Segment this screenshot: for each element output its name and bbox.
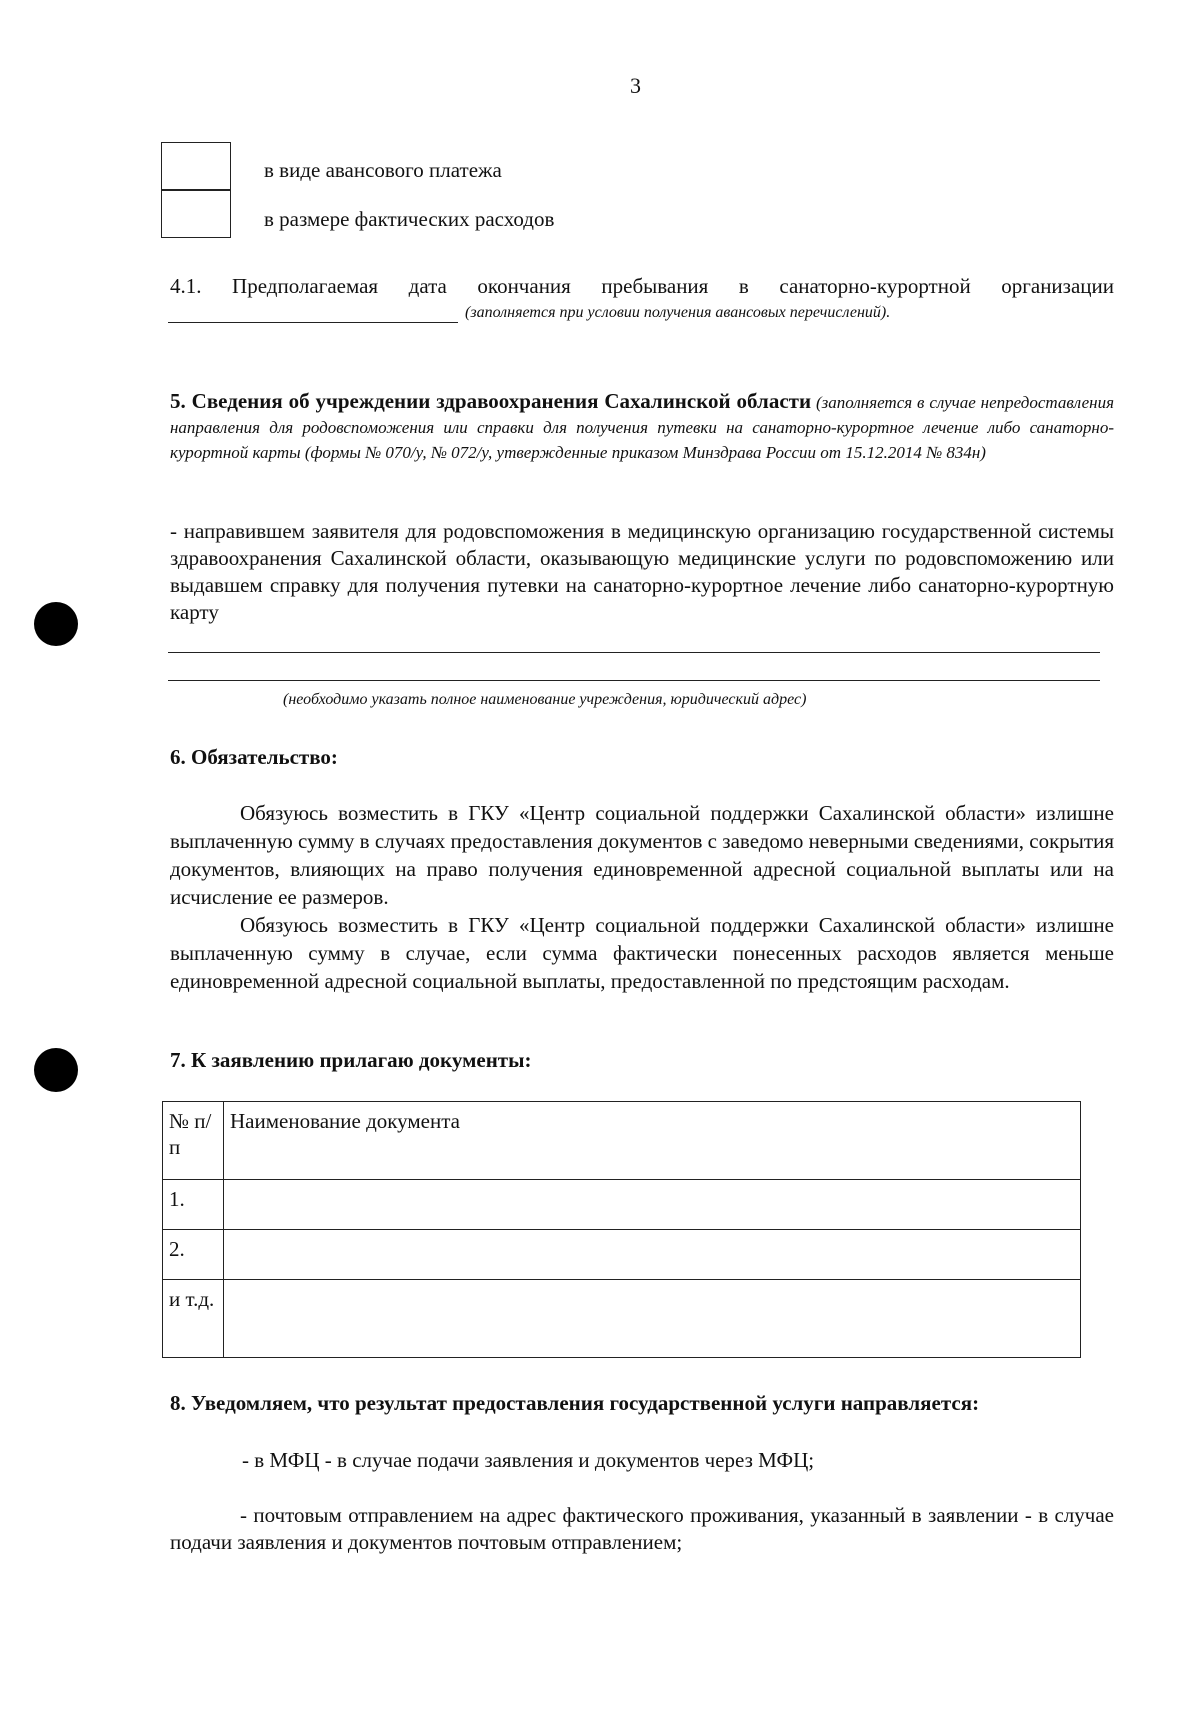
section-7-heading: 7. К заявлению прилагаю документы:	[170, 1048, 532, 1072]
section-8-heading: 8. Уведомляем, что результат предоставления государственной услуги направляется:	[170, 1391, 980, 1415]
item-4-1-note: (заполняется при условии получения авансовых перечислений).	[465, 304, 891, 321]
section-5-heading: 5. Сведения об учреждении здравоохранения Сахалинской области	[170, 389, 812, 413]
table-row-document-cell[interactable]	[224, 1180, 1081, 1230]
institution-field-line-1[interactable]	[168, 628, 1100, 653]
item-4-1-text: 4.1. Предполагаемая дата окончания пребывания в санаторно-курортной организации	[170, 274, 1114, 298]
page-number: 3	[630, 73, 641, 98]
table-row-document-cell[interactable]	[224, 1280, 1081, 1358]
table-row-document-cell[interactable]	[224, 1230, 1081, 1280]
section-6-para-2: Обязуюсь возместить в ГКУ «Центр социальной поддержки Сахалинской области» излишне выплаченную сумму в случае, если сумма фактически понесенных расходов является меньше единовременной адресной социальной выплаты, предоставленной по предстоящим расходам.	[170, 913, 1114, 993]
table-row	[163, 1180, 1081, 1230]
table-row-number: 2.	[163, 1230, 224, 1280]
table-header-number: № п/п	[163, 1102, 224, 1180]
table-header-document-name: Наименование документа	[224, 1102, 1081, 1180]
table-row	[163, 1280, 1081, 1358]
section-5-body: - направившем заявителя для родовспоможения в медицинскую организацию государственной системы здравоохранения Сахалинской области, оказывающую медицинские услуги по родовспоможению или выдавшем справку для получения путевки на санаторно-курортное лечение либо санаторно-курортную карту	[170, 519, 1114, 624]
option-label-actual-expenses: в размере фактических расходов	[264, 207, 555, 231]
section-6-heading: 6. Обязательство:	[170, 745, 338, 769]
documents-table	[162, 1101, 1081, 1358]
section-5-heading-block	[170, 386, 1114, 466]
table-header-row	[163, 1102, 1081, 1180]
section-6-para-1: Обязуюсь возместить в ГКУ «Центр социальной поддержки Сахалинской области» излишне выплаченную сумму в случаях предоставления документов с заведомо неверными сведениями, сокрытия документов, влияющих на право получения единовременной адресной социальной выплаты или на исчисление ее размеров.	[170, 801, 1114, 909]
checkbox-actual-expenses[interactable]	[161, 190, 231, 238]
end-date-field[interactable]	[168, 296, 458, 323]
table-row-number: и т.д.	[163, 1280, 224, 1358]
section-5-field-note: (необходимо указать полное наименование учреждения, юридический адрес)	[283, 691, 807, 708]
table-row-number: 1.	[163, 1180, 224, 1230]
section-5-heading-note: (заполняется в случае непредоставления направления для родовспоможения или справки для получения путевки на санаторно-курортное лечение либо санаторно-курортной карты (формы № 070/у, № 072/у, утвержденные приказом Минздрава России от 15.12.2014 № 834н)	[170, 393, 1115, 463]
section-8-item-post: - почтовым отправлением на адрес фактического проживания, указанный в заявлении - в случае подачи заявления и документов почтовым отправлением;	[170, 1503, 1114, 1555]
punch-hole	[34, 1048, 78, 1092]
institution-field-line-2[interactable]	[168, 656, 1100, 681]
section-8-item-mfc: - в МФЦ - в случае подачи заявления и документов через МФЦ;	[242, 1448, 815, 1472]
checkbox-advance-payment[interactable]	[161, 142, 231, 190]
option-label-advance-payment: в виде авансового платежа	[264, 158, 502, 182]
table-row	[163, 1230, 1081, 1280]
punch-hole	[34, 602, 78, 646]
